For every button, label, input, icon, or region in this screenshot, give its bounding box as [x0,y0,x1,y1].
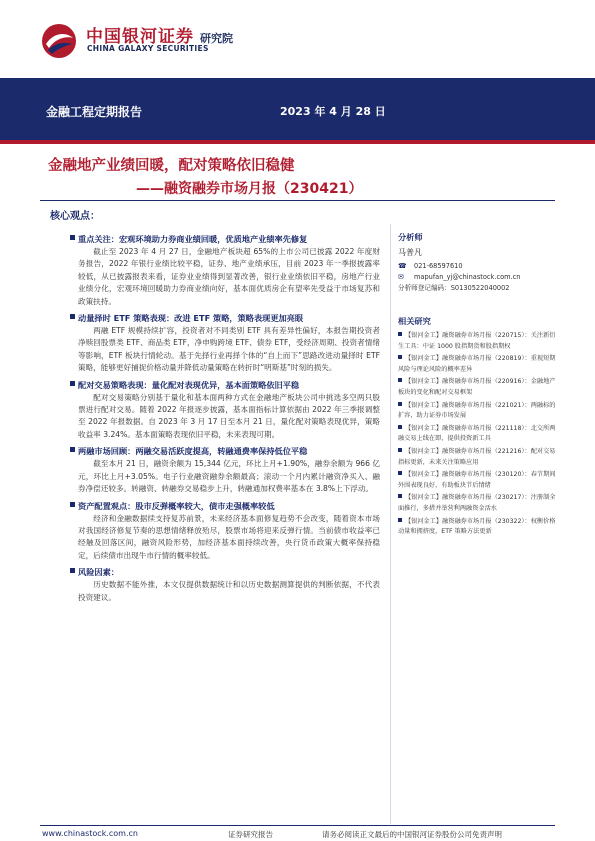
section-bullet-icon [70,568,75,573]
core-view-label: 核心观点： [50,211,100,222]
section-heading: 风险因素： [78,567,119,578]
section-pair-trading [78,378,380,442]
related-item[interactable]: 【银河金工】融资融券市场月报（230322）：权衡价格动量和拥挤度，ETF 策略方法更新 [398,517,556,536]
section-bullet-icon [70,235,75,240]
section-heading: 配对交易策略表现：量化配对表现优异，基本面策略依旧平稳 [78,379,300,390]
bullet-square-icon [398,518,402,522]
bullet-square-icon [398,494,402,498]
analyst-cert: 分析师登记编码：S0130522040002 [398,284,510,292]
section-bullet-icon [70,447,75,452]
analyst-phone: 021-68597610 [414,262,463,270]
phone-row [398,261,560,272]
title-divider [40,200,555,201]
related-research [398,316,560,538]
bullet-square-icon [398,378,402,382]
section-body: 截止至 2023 年 4 月 27 日，金融地产板块超 65%的上市公司已披露 2022 年度财务报告，2022 年银行业绩比较平稳，证券、地产业绩承压，目前 2023 年一季报披露率较低，从已披露报表来看，证券业业绩得到显著改善，银行业业绩依旧平稳，房地产行业业绩分化，宏观环境回暖助力券商业绩向好，基本面优质房企有望率先受益于市场复苏和政策扶持。 [78,247,380,306]
footer-disclaimer: 请务必阅读正文最后的中国银河证券股份公司免责声明 [322,830,502,839]
banner-stripe [0,140,595,144]
related-item[interactable]: 【银河金工】融资融券市场月报（230120）：春节期间外围表现良好，有助板块节后情绪 [398,471,556,489]
related-item[interactable]: 【银河金工】融资融券市场月报（220819）：重视短期风险与理论风险的概率差异 [398,355,556,373]
section-body: 配对交易策略分别基于量化和基本面两种方式在金融地产板块公司中挑选多空两只股票进行配对交易。随着 2022 年报逐步披露，基本面指标计算依据由 2022 年三季报调整至 2022 年报数据。自 2023 年 3 月 17 日至本月 21 日，量化配对策略表现优异，策略收益率 3.24%。基本面策略表现依旧平稳，未来表现可期。 [78,392,380,439]
section-bullet-icon [70,381,75,386]
analyst-name: 马普凡 [398,248,422,257]
footer-doc-type: 证券研究报告 [228,830,273,839]
related-item[interactable]: 【银河金工】融资融券市场月报（221021）：两融标的扩容，助力证券市场发展 [398,401,556,420]
section-etf [78,311,380,375]
related-item[interactable]: 【银河金工】融资融券市场月报（221118）：北交所两融交易上线在即，提供投资新工具 [398,424,556,443]
galaxy-logo-icon [40,22,78,60]
related-list [398,331,560,538]
section-body: 截至本月 21 日，融资余额为 15,344 亿元，环比上月+1.90%，融券余额为 966 亿元，环比上月+3.05%。电子行业融资融券余额最高；滚动一个月内累计融资净买入、融券净偿还较多。转融资、转融券交易稳步上升，转融通加权费率基本在 3.8%上下浮动。 [78,459,380,494]
related-item[interactable]: 【银河金工】融资融券市场月报（221216）：配对交易指标更新，未来关注策略应用 [398,447,556,466]
footer-divider [40,825,555,826]
related-item[interactable]: 【银河金工】融资融券市场月报（220916）：金融地产板块的变化和配对交易框架 [398,378,556,396]
section-risk [78,565,380,604]
bullet-square-icon [398,402,402,406]
phone-icon: ☎ [398,262,407,270]
bullet-square-icon [398,471,402,475]
report-date: 2023 年 4 月 28 日 [280,105,386,118]
analyst-heading: 分析师 [398,232,423,242]
section-body: 历史数据不能外推，本文仅提供数据统计和以历史数据测算提供的判断依据，不代表投资建议。 [78,580,380,602]
report-title: 金融地产业绩回暖，配对策略依旧稳健 [48,158,295,174]
section-bullet-icon [70,502,75,507]
email-row [398,272,560,283]
report-header [0,0,595,72]
email-icon: ✉ [398,273,404,281]
related-item[interactable]: 【银河金工】融资融券市场月报（230217）：注册制全面推行，多措并举营利两融资金活水 [398,494,556,512]
related-item[interactable]: 【银河金工】融资融券市场月报（220715）：关注新衍生工具：中证 1000 股指期货和股指期权 [398,332,556,350]
institute-label: 研究院 [200,32,233,45]
section-heading: 动量择时 ETF 策略表现：改进 ETF 策略，策略表现更加亮眼 [78,313,304,324]
section-bullet-icon [70,314,75,319]
section-asset-allocation [78,499,380,563]
section-margin-review [78,444,380,495]
section-heading: 重点关注：宏观环境助力券商业绩回暖，优质地产业绩率先修复 [78,234,308,244]
footer-url[interactable]: www.chinastock.com.cn [42,829,138,838]
brand-name-cn: 中国银河证券 [86,27,194,47]
section-heading: 两融市场回顾：两融交易活跃度提高，转融通费率保持低位平稳 [78,446,308,457]
analyst-email[interactable]: mapufan_yj@chinastock.com.cn [414,273,521,281]
main-column [78,232,380,824]
report-type: 金融工程定期报告 [46,105,143,119]
bullet-square-icon [398,332,402,336]
bullet-square-icon [398,355,402,359]
bullet-square-icon [398,425,402,429]
section-heading: 资产配置观点：股市反弹概率较大，债市走强概率较低 [78,500,275,511]
bullet-square-icon [398,448,402,452]
section-body: 经济和金融数据续支持复苏前景，未来经济基本面修复趋势不会改变，随着资本市场对我国经济修复节奏的思想情绪释放殆尽，股票市场将迎来反弹行情。当前债市收益率已经触及回落区间，融资风险形势，加经济基本面持续改善，央行货币政策大概率保持稳定，后续债市出现牛市行情的概率较低。 [78,513,380,560]
section-focus [78,232,380,308]
sidebar [398,232,560,540]
section-body: 两融 ETF 规模持续扩容，投资者对不同类别 ETF 具有差异性偏好，本报告期投资者净赎回股票类 ETF、商品类 ETF，净申购跨境 ETF、债券 ETF，受经济周期、投资者情绪等影响，ETF 板块行情轮动。基于先择行业再择个体的“自上而下”思路改进动量择时 ETF 策略，能够更好捕捉价格动量并降低动量策略在转折时“明斯基”时刻的损失。 [78,326,380,373]
sidebar-divider [390,224,391,824]
analyst-contact [398,261,560,294]
brand-name-en: CHINA GALAXY SECURITIES [87,44,209,53]
related-heading: 相关研究 [398,316,431,326]
report-subtitle: ——融资融券市场月报（230421） [136,181,363,197]
